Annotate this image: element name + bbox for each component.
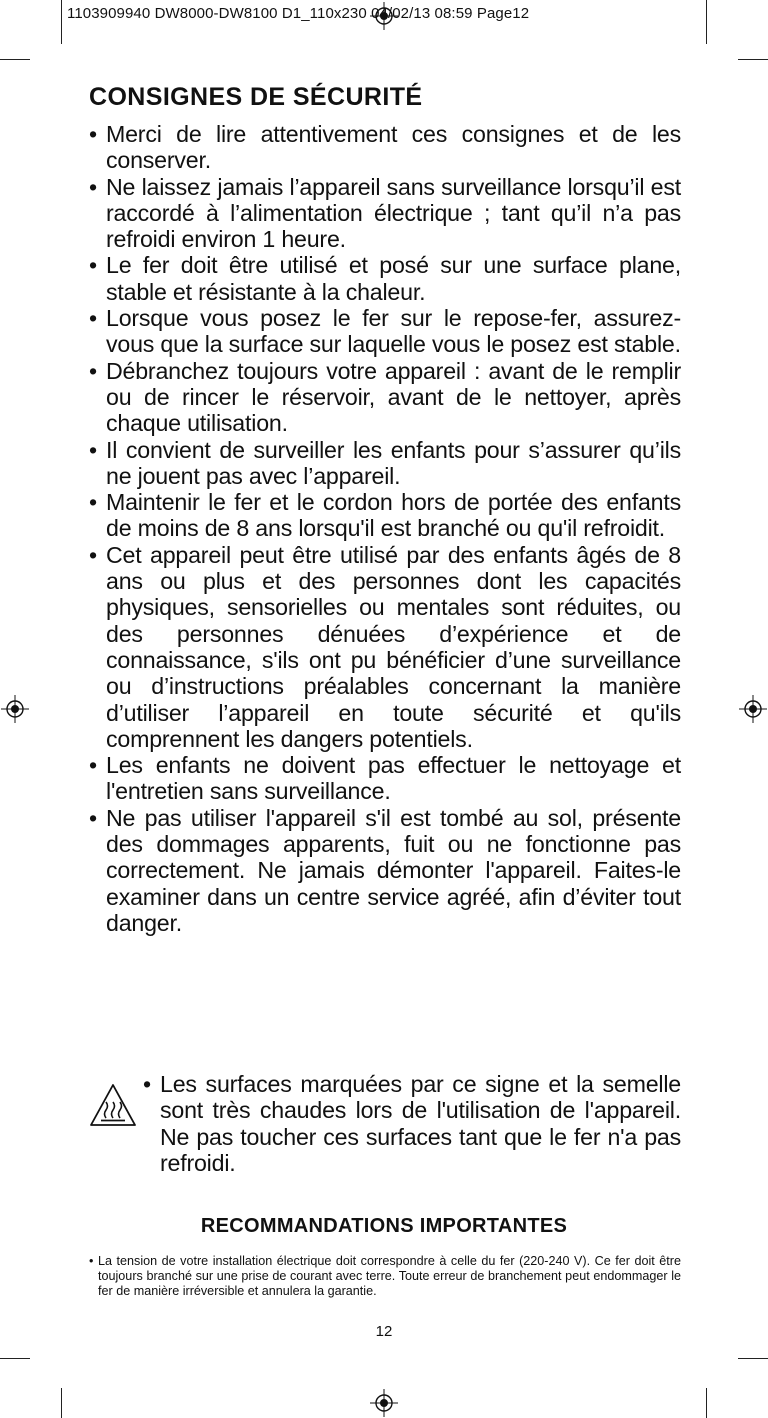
page-number: 12: [375, 1323, 393, 1340]
crop-mark: [738, 59, 768, 60]
list-item: • Les enfants ne doivent pas effectuer le nettoyage et l'entretien sans surveillance.: [89, 752, 681, 805]
crop-mark: [0, 1358, 30, 1359]
list-item: • Merci de lire attentivement ces consignes et de les conserver.: [89, 121, 681, 174]
recommendation-note: • La tension de votre installation électrique doit correspondre à celle du fer (220-240 V). Ce fer doit être toujours branché sur une prise de courant avec terre. Toute erreur de branchement peut endommager le fer de manière irréversible et annulera la garantie.: [89, 1254, 681, 1299]
list-item: • Lorsque vous posez le fer sur le repose-fer, assurez-vous que la surface sur laquelle vous le posez est stable.: [89, 305, 681, 358]
crop-mark: [61, 0, 62, 44]
list-item: • Ne laissez jamais l’appareil sans surveillance lorsqu’il est raccordé à l’alimentation électrique ; tant qu’il n’a pas refroidi environ 1 heure.: [89, 174, 681, 253]
crop-mark: [61, 1388, 62, 1418]
page-title: CONSIGNES DE SÉCURITÉ: [89, 83, 423, 111]
list-item: • Maintenir le fer et le cordon hors de portée des enfants de moins de 8 ans lorsqu'il est branché ou qu'il refroidit.: [89, 489, 681, 542]
crop-mark: [0, 59, 30, 60]
section-subtitle: RECOMMANDATIONS IMPORTANTES: [200, 1215, 568, 1237]
list-item: • Il convient de surveiller les enfants pour s’assurer qu’ils ne jouent pas avec l’appareil.: [89, 437, 681, 490]
list-item: • Le fer doit être utilisé et posé sur une surface plane, stable et résistante à la chaleur.: [89, 252, 681, 305]
registration-mark-icon: [370, 1389, 398, 1417]
crop-mark: [738, 1358, 768, 1359]
print-header: 1103909940 DW8000-DW8100 D1_110x230 04/02/13 08:59 Page12: [67, 5, 530, 22]
hot-surface-warning: [89, 1071, 681, 1211]
hot-surface-warning-text: • Les surfaces marquées par ce signe et la semelle sont très chaudes lors de l'utilisation de l'appareil. Ne pas toucher ces surfaces tant que le fer n'a pas refroidi.: [143, 1071, 681, 1176]
crop-mark: [706, 0, 707, 44]
crop-mark: [706, 1388, 707, 1418]
registration-mark-icon: [739, 695, 767, 723]
safety-instructions-list: [89, 121, 681, 936]
registration-mark-icon: [1, 695, 29, 723]
list-item: • Ne pas utiliser l'appareil s'il est tombé au sol, présente des dommages apparents, fuit ou ne fonctionne pas correctement. Ne jamais démonter l'appareil. Faites-le examiner dans un centre service agréé, afin d’éviter tout danger.: [89, 805, 681, 936]
list-item: • Débranchez toujours votre appareil : avant de le remplir ou de rincer le réservoir, avant de le nettoyer, après chaque utilisation.: [89, 358, 681, 437]
hot-surface-warning-icon: [89, 1083, 137, 1127]
list-item: • Cet appareil peut être utilisé par des enfants âgés de 8 ans ou plus et des personnes dont les capacités physiques, sensorielles ou mentales sont réduites, ou des personnes dénuées d’expérience et de connaissance, s'ils ont pu bénéficier d’une surveillance ou d’instructions préalables concernant la manière d’utiliser l’appareil en toute sécurité et qu'ils comprennent les dangers potentiels.: [89, 542, 681, 752]
